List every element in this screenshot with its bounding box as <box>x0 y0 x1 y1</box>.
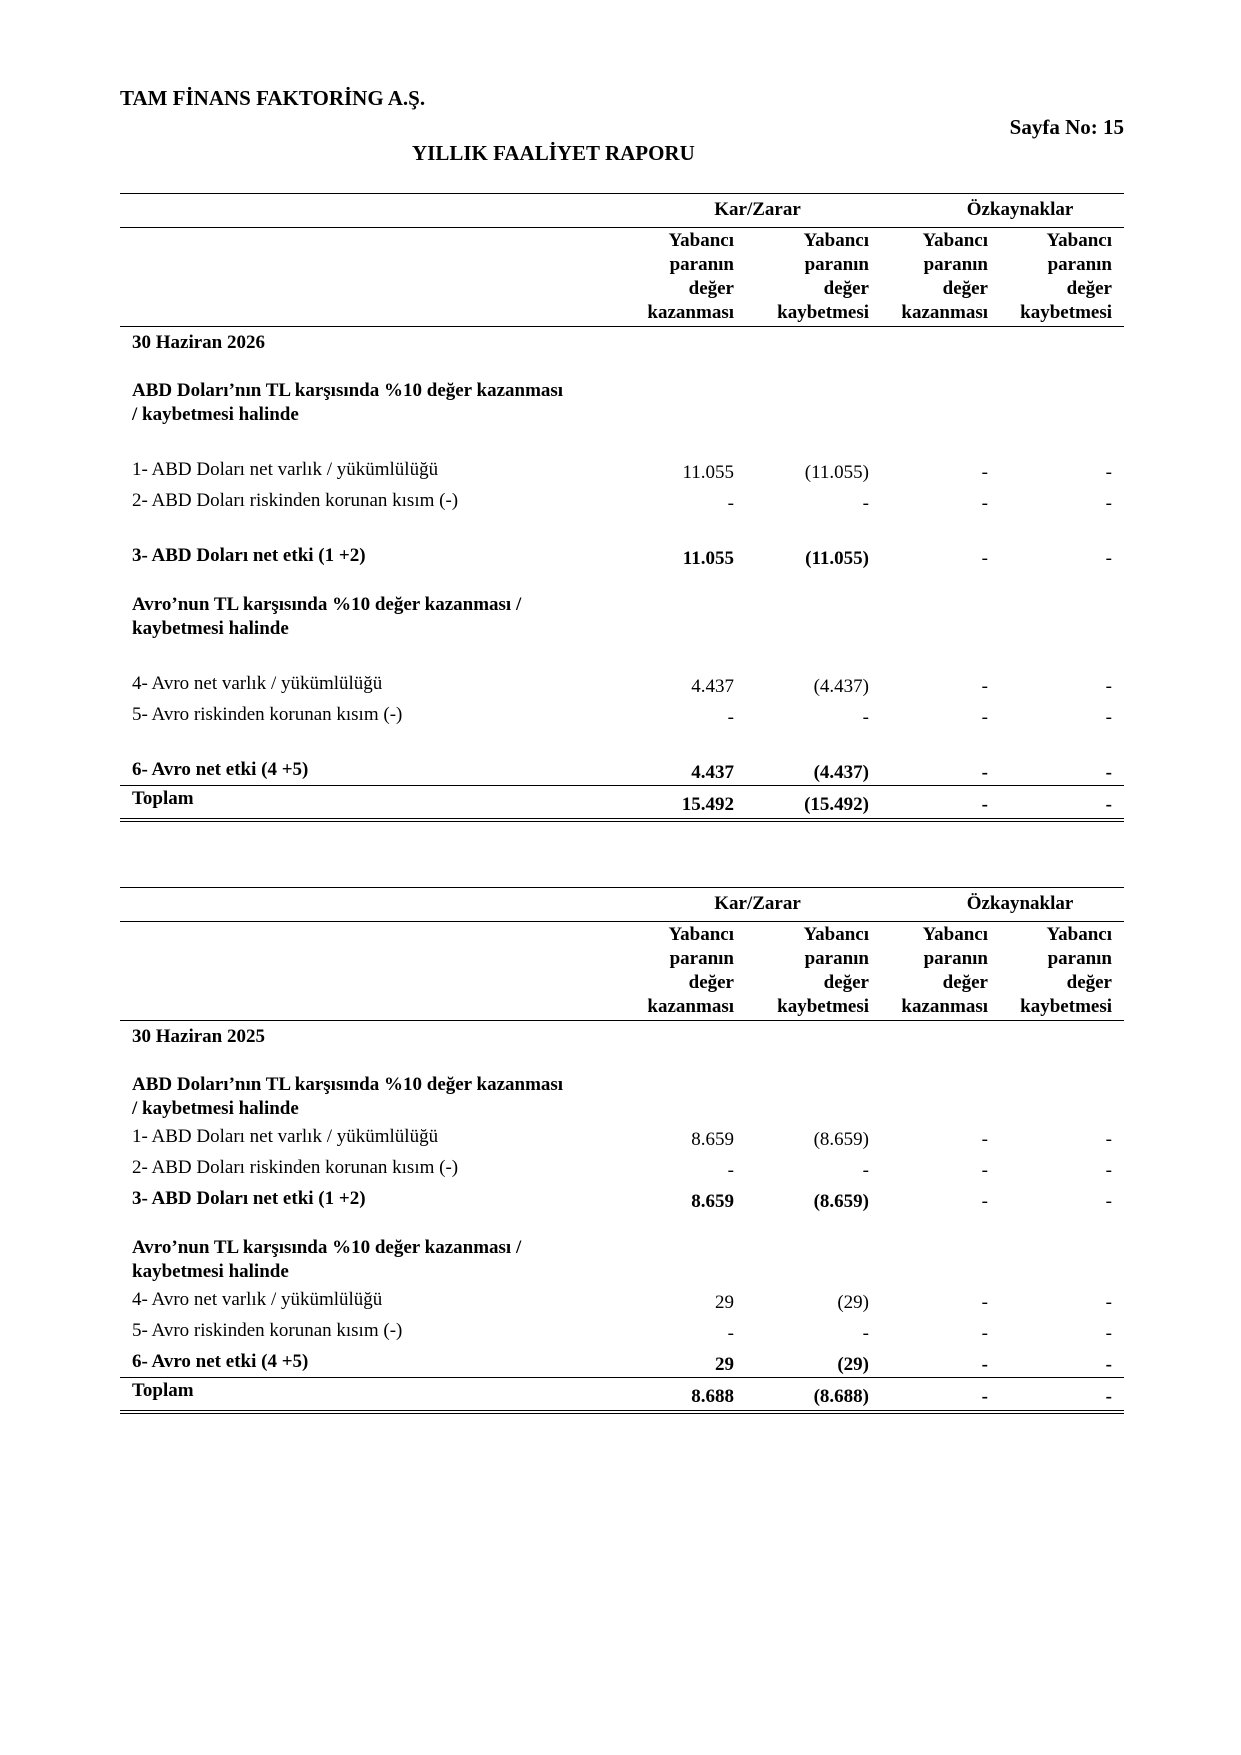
group-header <box>120 193 1124 228</box>
col-header-kar-kazanma: Yabancı paranın değer kazanması <box>647 230 734 323</box>
table-row: 5- Avro riskinden korunan kısım (-) - - - - <box>132 704 1112 728</box>
period-row <box>120 1021 1124 1057</box>
col-header-ozk-kaybetme: Yabancı paranın değer kaybetmesi <box>1020 230 1112 323</box>
table-row: 4- Avro net varlık / yükümlülüğü 29 (29) - - <box>132 1289 1112 1313</box>
column-header <box>120 228 1124 327</box>
table-row-subtotal: 6- Avro net etki (4 +5) 4.437 (4.437) - - <box>132 759 1112 783</box>
period-row <box>120 327 1124 363</box>
sensitivity-table-2025 <box>120 887 1124 1414</box>
table-row: 2- ABD Doları riskinden korunan kısım (-) - - - - <box>132 490 1112 514</box>
table-row: 5- Avro riskinden korunan kısım (-) - - - - <box>132 1320 1112 1344</box>
table-row: 1- ABD Doları net varlık / yükümlülüğü 8.659 (8.659) - - <box>132 1126 1112 1150</box>
table-row-subtotal: 6- Avro net etki (4 +5) 29 (29) - - <box>132 1351 1112 1375</box>
table-row-subtotal: 3- ABD Doları net etki (1 +2) 11.055 (11.055) - - <box>132 545 1112 569</box>
group-ozkaynaklar: Özkaynaklar <box>966 893 1074 914</box>
eur-heading: Avro’nun TL karşısında %10 değer kazanması / kaybetmesi halinde <box>132 1237 522 1282</box>
period-label: 30 Haziran 2025 <box>132 1026 265 1047</box>
report-title: YILLIK FAALİYET RAPORU <box>412 141 695 165</box>
table-row-subtotal: 3- ABD Doları net etki (1 +2) 8.659 (8.659) - - <box>132 1188 1112 1212</box>
col-header-kar-kaybetme: Yabancı paranın değer kaybetmesi <box>777 230 869 323</box>
eur-heading: Avro’nun TL karşısında %10 değer kazanması / kaybetmesi halinde <box>132 594 522 639</box>
group-kar-zarar: Kar/Zarar <box>714 199 801 220</box>
table-row: 4- Avro net varlık / yükümlülüğü 4.437 (4.437) - - <box>132 673 1112 697</box>
col-header-kar-kazanma: Yabancı paranın değer kazanması <box>647 924 734 1017</box>
group-kar-zarar: Kar/Zarar <box>714 893 801 914</box>
table-row: 2- ABD Doları riskinden korunan kısım (-) - - - - <box>132 1157 1112 1181</box>
page-number: Sayfa No: 15 <box>1009 115 1124 139</box>
usd-heading: ABD Doları’nın TL karşısında %10 değer kazanması / kaybetmesi halinde <box>132 1074 564 1119</box>
sensitivity-table-2026 <box>120 193 1124 822</box>
period-label: 30 Haziran 2026 <box>132 332 265 353</box>
group-ozkaynaklar: Özkaynaklar <box>966 199 1074 220</box>
column-header <box>120 922 1124 1021</box>
company-name: TAM FİNANS FAKTORİNG A.Ş. <box>120 86 426 110</box>
col-header-kar-kaybetme: Yabancı paranın değer kaybetmesi <box>777 924 869 1017</box>
col-header-ozk-kazanma: Yabancı paranın değer kazanması <box>901 924 988 1017</box>
table-row-total: Toplam 15.492 (15.492) - - <box>120 785 1124 822</box>
group-header <box>120 887 1124 922</box>
table-row-total: Toplam 8.688 (8.688) - - <box>120 1377 1124 1414</box>
usd-heading: ABD Doları’nın TL karşısında %10 değer kazanması / kaybetmesi halinde <box>132 380 564 425</box>
col-header-ozk-kaybetme: Yabancı paranın değer kaybetmesi <box>1020 924 1112 1017</box>
col-header-ozk-kazanma: Yabancı paranın değer kazanması <box>901 230 988 323</box>
table-row: 1- ABD Doları net varlık / yükümlülüğü 11.055 (11.055) - - <box>132 459 1112 483</box>
